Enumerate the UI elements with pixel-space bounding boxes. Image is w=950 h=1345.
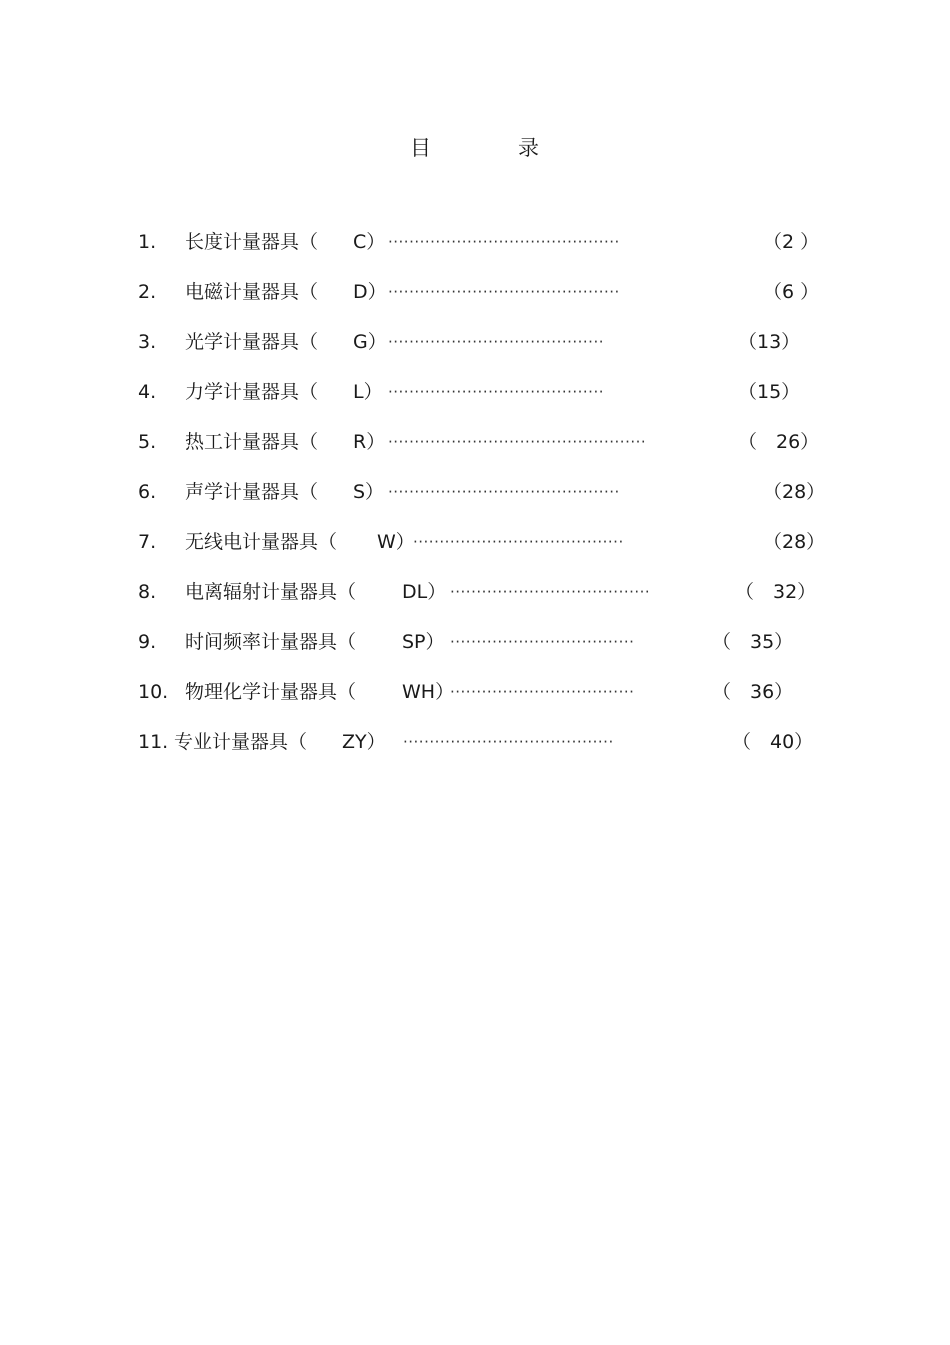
toc-entry-label: 电离辐射计量器具（ — [185, 581, 357, 603]
toc-title-char-2: 录 — [518, 136, 539, 160]
toc-entry — [0, 377, 950, 407]
toc-entry-page: （13） — [738, 331, 801, 353]
toc-entry-number: 5. — [138, 431, 157, 453]
toc-entry-label: 力学计量器具（ — [185, 381, 319, 403]
toc-entry-page: （ 36） — [712, 681, 794, 703]
toc-entry — [0, 427, 950, 457]
toc-entry-page: （ 32） — [735, 581, 817, 603]
toc-entry — [0, 677, 950, 707]
toc-entry-page: （6 ） — [763, 281, 820, 303]
toc-entry-number: 2. — [138, 281, 157, 303]
toc-entry-label: 专业计量器具（ — [174, 731, 308, 753]
toc-entry-label: 光学计量器具（ — [185, 331, 319, 353]
toc-entry-leader-dots: ··································· — [450, 683, 635, 701]
toc-entry-label: 电磁计量器具（ — [185, 281, 319, 303]
toc-entry-leader-dots: ········································ — [403, 733, 614, 751]
toc-entry-leader-dots: ················································· — [388, 433, 647, 451]
toc-entry-number: 7. — [138, 531, 157, 553]
toc-entry-number: 4. — [138, 381, 157, 403]
toc-entry-label: 时间频率计量器具（ — [185, 631, 357, 653]
toc-entry-page: （28） — [763, 531, 826, 553]
toc-entry-code: L） — [353, 381, 383, 403]
toc-entry — [0, 727, 950, 757]
toc-entry-page: （ 40） — [732, 731, 814, 753]
toc-entry-leader-dots: ··································· — [450, 633, 635, 651]
toc-entry-number: 6. — [138, 481, 157, 503]
toc-entry-leader-dots: ············································ — [388, 483, 620, 501]
toc-entry-number: 10. — [138, 681, 169, 703]
toc-entry-code: WH） — [402, 681, 455, 703]
toc-entry-page: （2 ） — [763, 231, 820, 253]
toc-entry-code: D） — [353, 281, 387, 303]
toc-entry-page: （ 35） — [712, 631, 794, 653]
toc-entry-label: 无线电计量器具（ — [185, 531, 338, 553]
toc-entry-leader-dots: ········································· — [388, 383, 604, 401]
toc-entry-number: 1. — [138, 231, 157, 253]
toc-entry — [0, 477, 950, 507]
toc-entry-code: G） — [353, 331, 387, 353]
toc-entry — [0, 527, 950, 557]
toc-entry-leader-dots: ············································ — [388, 283, 620, 301]
toc-entry-leader-dots: ········································· — [388, 333, 604, 351]
toc-entry — [0, 227, 950, 257]
toc-entry-code: S） — [353, 481, 385, 503]
toc-entry — [0, 277, 950, 307]
toc-entry-label: 长度计量器具（ — [185, 231, 319, 253]
toc-entry-page: （ 26） — [738, 431, 820, 453]
toc-entry — [0, 327, 950, 357]
toc-entry-leader-dots: ······································ — [450, 583, 651, 601]
toc-entry-code: R） — [353, 431, 386, 453]
toc-entry-leader-dots: ········································ — [413, 533, 624, 551]
toc-entry-number: 11. — [138, 731, 169, 753]
toc-entry-code: ZY） — [342, 731, 386, 753]
toc-entry-number: 3. — [138, 331, 157, 353]
toc-entry-label: 物理化学计量器具（ — [185, 681, 357, 703]
toc-entry-label: 热工计量器具（ — [185, 431, 319, 453]
toc-entry-number: 8. — [138, 581, 157, 603]
toc-title — [0, 128, 950, 162]
toc-entry-leader-dots: ············································ — [388, 233, 620, 251]
toc-entry — [0, 577, 950, 607]
toc-entry-code: SP） — [402, 631, 445, 653]
toc-entry-label: 声学计量器具（ — [185, 481, 319, 503]
toc-entry-page: （15） — [738, 381, 801, 403]
toc-entry — [0, 627, 950, 657]
toc-entry-number: 9. — [138, 631, 157, 653]
toc-entry-page: （28） — [763, 481, 826, 503]
toc-entry-code: DL） — [402, 581, 447, 603]
toc-entry-code: W） — [377, 531, 415, 553]
toc-entry-code: C） — [353, 231, 386, 253]
toc-title-char-1: 目 — [410, 136, 431, 160]
